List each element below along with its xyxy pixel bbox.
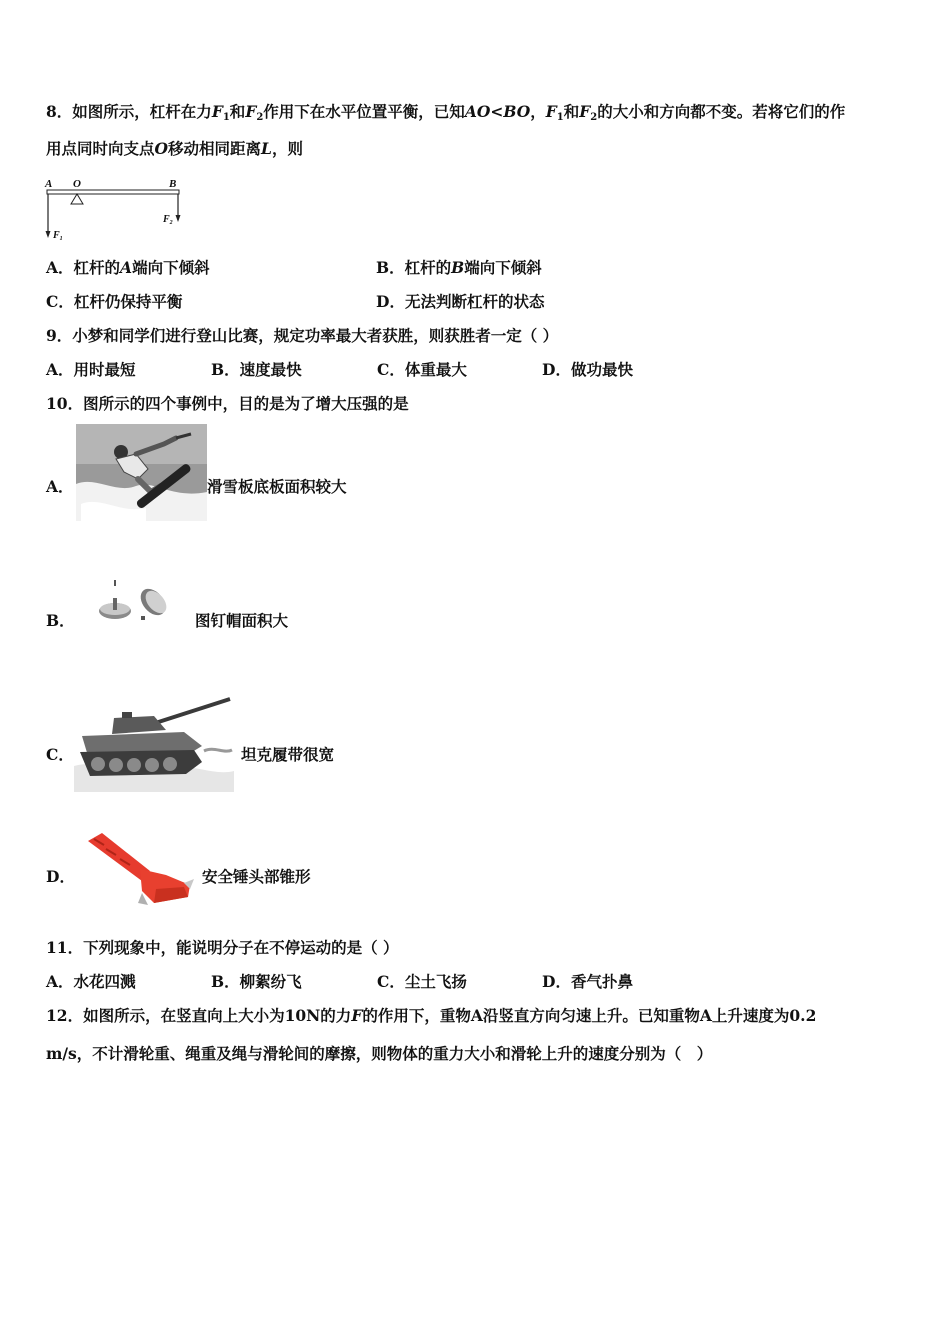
lever-bar bbox=[47, 190, 179, 194]
q10-option-c-text: 坦克履带很宽 bbox=[241, 745, 335, 764]
q11-option-d: D．香气扑鼻 bbox=[542, 972, 633, 991]
lever-label-o: O bbox=[73, 178, 81, 190]
q12-stem-line2: m/s，不计滑轮重、绳重及绳与滑轮间的摩擦，则物体的重力大小和滑轮上升的速度分别为（ ） bbox=[46, 1044, 713, 1063]
snowboarder-icon bbox=[76, 424, 207, 521]
force-f2-label: $F_2$ bbox=[163, 214, 173, 226]
q11-option-a: A．水花四溅 bbox=[46, 972, 136, 991]
q10-stem: 10．图所示的四个事例中，目的是为了增大压强的是 bbox=[46, 394, 409, 413]
q10-option-b-text: 图钉帽面积大 bbox=[195, 611, 289, 630]
lever-diagram bbox=[44, 175, 189, 241]
q8-stem-line1: 8．如图所示，杠杆在力$F_1$和$F_2$作用下在水平位置平衡，已知AO<BO，$F_1$和$F_2$的大小和方向都不变。若将它们的作 bbox=[46, 102, 846, 123]
force-f2-arrowhead bbox=[176, 215, 181, 222]
fulcrum-triangle bbox=[71, 194, 83, 204]
q8-stem-line2: 用点同时向支点O移动相同距离L，则 bbox=[46, 139, 303, 158]
q10-option-a-label: A． bbox=[46, 477, 74, 496]
lever-label-b: B bbox=[169, 178, 177, 190]
q10-option-d-label: D． bbox=[46, 867, 75, 886]
q8-option-d: D．无法判断杠杆的状态 bbox=[376, 292, 545, 311]
lever-label-a: A bbox=[45, 178, 53, 190]
q8-option-c: C．杠杆仍保持平衡 bbox=[46, 292, 183, 311]
q8-option-a: A．杠杆的A端向下倾斜 bbox=[46, 258, 210, 277]
q11-option-b: B．柳絮纷飞 bbox=[211, 972, 302, 991]
thumbtack-icon bbox=[96, 578, 181, 628]
q10-option-c-label: C． bbox=[46, 745, 74, 764]
q9-option-a: A．用时最短 bbox=[46, 360, 136, 379]
force-f1-label: $F_1$ bbox=[53, 230, 63, 241]
q10-option-d-text: 安全锤头部锥形 bbox=[202, 867, 311, 886]
q9-option-c: C．体重最大 bbox=[377, 360, 467, 379]
tank-icon bbox=[74, 696, 234, 792]
q10-option-a-text: 滑雪板底板面积较大 bbox=[207, 477, 347, 496]
q9-option-b: B．速度最快 bbox=[211, 360, 302, 379]
q9-stem: 9．小梦和同学们进行登山比赛，规定功率最大者获胜，则获胜者一定（ ） bbox=[46, 326, 559, 345]
q12-stem-line1: 12．如图所示，在竖直向上大小为10N的力F的作用下，重物A沿竖直方向匀速上升。已知重物A上升速度为0.2 bbox=[46, 1006, 817, 1025]
q8-option-b: B．杠杆的B端向下倾斜 bbox=[376, 258, 542, 277]
force-f1-arrowhead bbox=[46, 231, 51, 238]
q10-option-b-label: B． bbox=[46, 611, 75, 630]
q11-stem: 11．下列现象中，能说明分子在不停运动的是（ ） bbox=[46, 938, 399, 957]
q9-option-d: D．做功最快 bbox=[542, 360, 633, 379]
q11-option-c: C．尘土飞扬 bbox=[377, 972, 467, 991]
safety-hammer-icon bbox=[84, 831, 196, 911]
